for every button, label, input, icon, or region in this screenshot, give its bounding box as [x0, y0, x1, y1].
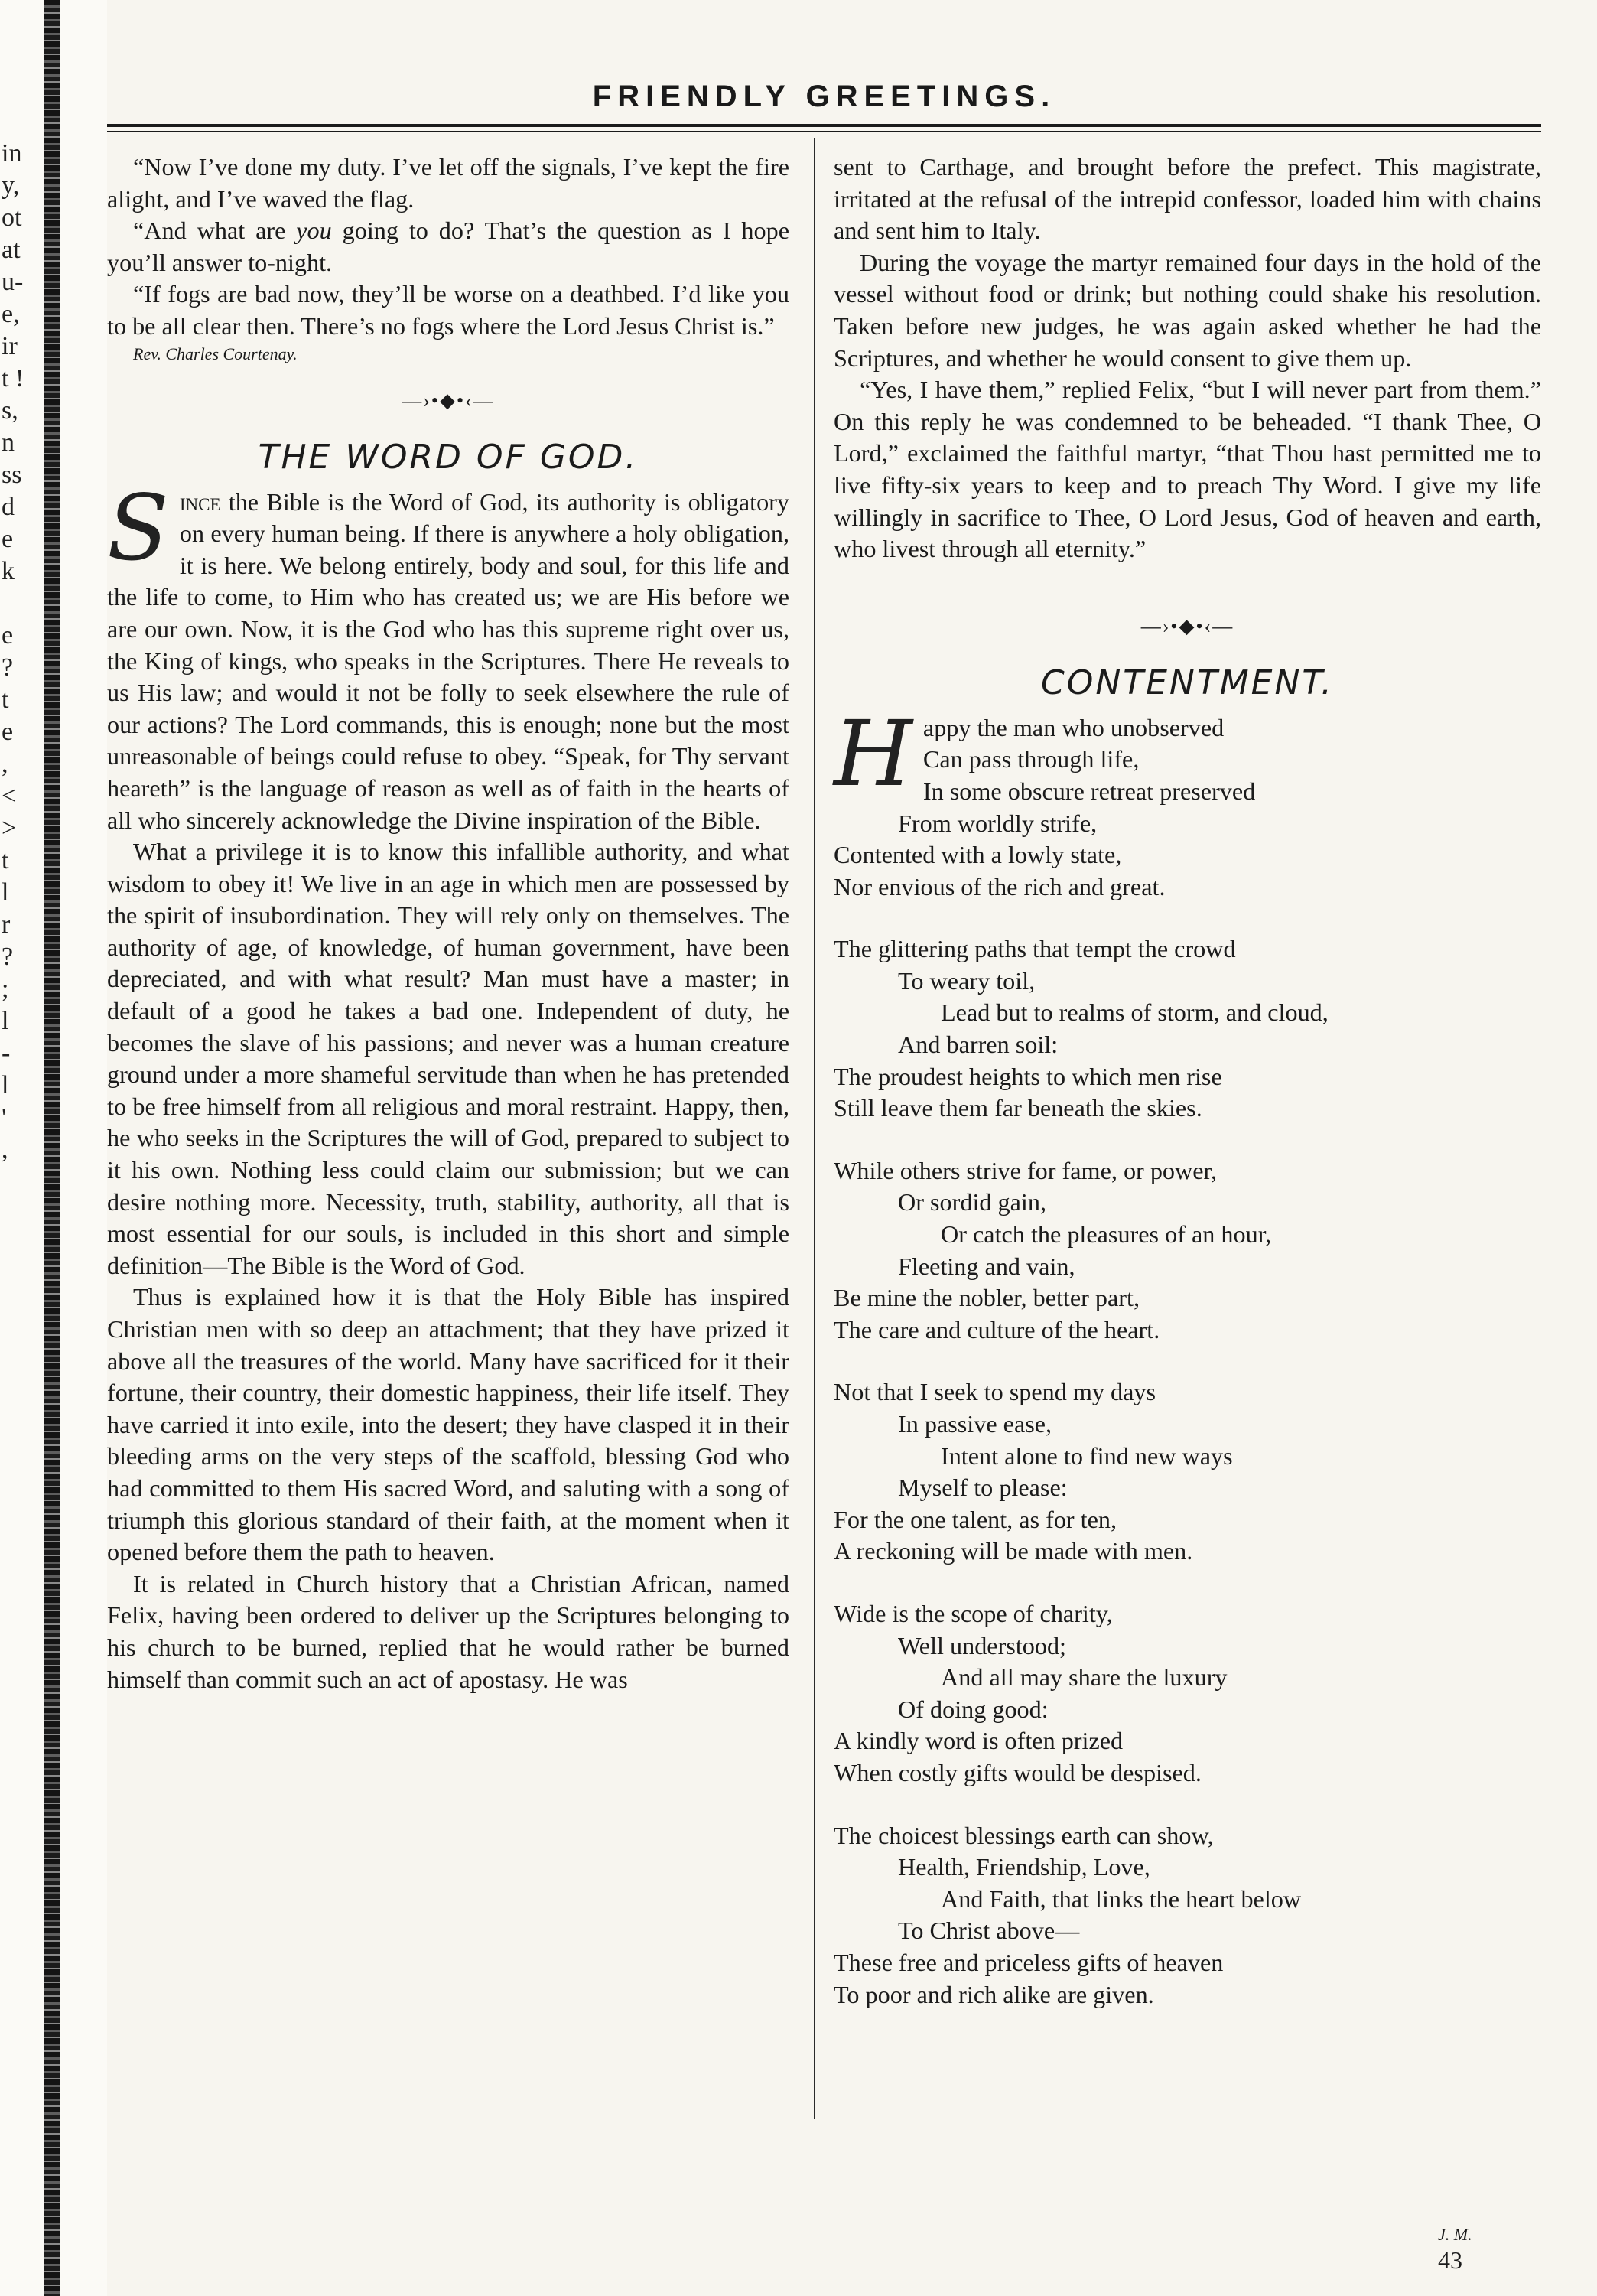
paragraph: “If fogs are bad now, they’ll be worse on a deathbed. I’d like you to be all clear then. There’s no fogs where the Lord Jesus Christ is.”	[107, 280, 789, 340]
gutter-fragment: e,	[2, 300, 20, 328]
poem-stanza	[834, 1598, 1541, 1790]
gutter-fragment: ir	[2, 332, 18, 360]
gutter-fragment: r	[2, 910, 11, 939]
poem-line: A kindly word is often prized	[834, 1727, 1124, 1755]
poem-line: The care and culture of the heart.	[834, 1315, 1160, 1343]
poem-line: Contented with a lowly state,	[834, 841, 1122, 869]
gutter-fragment: >	[2, 814, 17, 842]
poem-line: Wide is the scope of charity,	[834, 1599, 1113, 1627]
poem-line: Health, Friendship, Love,	[898, 1853, 1150, 1881]
paragraph: What a privilege it is to know this infallible authority, and what wisdom to obey it! We live in an age in which men are possessed by the spirit of insubordination. They will rely only on themselves. The authority of age, of knowledge, of human government, have been depreciated, and with what result? Man must have a master; in default of a good he takes a bad one. Independent of duty, he becomes the slave of his passions; and never was a human creature ground under a more shameful servitude than when he has pretended to be free himself from all religious and moral restraint. Happy, then, he who seeks in the Scriptures the will of God, prepared to subject to it his own. Nothing less could claim our submission; but we can desire nothing more. Necessity, truth, stability, authority, all that is most essential for our souls, is included in this short and simple definition—The Bible is the Word of God.	[107, 838, 789, 1279]
poem-line: The glittering paths that tempt the crowd	[834, 935, 1236, 963]
poem-stanza	[834, 700, 1541, 904]
gutter-fragment: n	[2, 428, 15, 457]
gutter-fragment: k	[2, 557, 15, 585]
poem-line: And all may share the luxury	[941, 1663, 1228, 1692]
gutter-fragment: t !	[2, 364, 24, 392]
paragraph: Thus is explained how it is that the Holy Bible has inspired Christian men with so deep an attachment; that they have prized it above all the treasures of the world. Many have sacrificed for it their fortune, their country, their domestic happiness, their life itself. They have carried it into exile, into the desert; they have clasped it in their bleeding arms on the very steps of the scaffold, blessing God who had committed to them His sacred Word, and saluting with a song of triumph this glorious standard of their faith, at the moment when it opened before them the path to heaven.	[107, 1283, 789, 1566]
paragraph: “And what are you going to do? That’s the question as I hope you’ll answer to-night.	[107, 217, 789, 276]
ornament-separator: —›•◆•‹—	[1140, 614, 1234, 637]
paragraph: During the voyage the martyr remained four days in the hold of the vessel without food or drink; but nothing could shake his resolution. Taken before new judges, he was again asked whether he had the Scriptures, and whether he would consent to give them up.	[834, 248, 1541, 372]
gutter-fragment: y,	[2, 171, 20, 200]
paragraph: “Now I’ve done my duty. I’ve let off the signals, I’ve kept the fire alight, and I’ve waved the flag.	[107, 153, 789, 213]
poem-line: Can pass through life,	[922, 745, 1140, 773]
gutter-fragment: u-	[2, 268, 24, 296]
gutter-fragment: ot	[2, 204, 22, 232]
drop-cap: H	[834, 700, 912, 806]
header-rule-thick	[107, 124, 1541, 127]
gutter-fragment: ?	[2, 653, 14, 682]
article-title: THE WORD OF GOD.	[258, 437, 639, 477]
gutter-fragment: ;	[2, 975, 9, 1003]
poem-line: And barren soil:	[898, 1031, 1059, 1059]
poem-line: To poor and rich alike are given.	[834, 1980, 1154, 2008]
poem-line: Or sordid gain,	[898, 1188, 1046, 1216]
gutter-fragment: t	[2, 686, 9, 714]
poem-stanza	[834, 1820, 1541, 2011]
right-column	[834, 151, 1541, 2041]
gutter-fragment: in	[2, 139, 22, 168]
gutter-fragment: -	[2, 1039, 11, 1067]
poem-line: Or catch the pleasures of an hour,	[941, 1220, 1272, 1249]
poem-line: Myself to please:	[898, 1474, 1068, 1502]
poem-line: The choicest blessings earth can show,	[834, 1821, 1214, 1849]
gutter-fragment: ,	[2, 1135, 8, 1164]
gutter-fragment: at	[2, 236, 21, 264]
gutter-fragment: '	[2, 1103, 7, 1132]
poem-line: Not that I seek to spend my days	[834, 1378, 1156, 1406]
gutter-fragment: l	[2, 1071, 9, 1099]
gutter-fragment: ,	[2, 750, 8, 778]
gutter-fragment: l	[2, 878, 9, 907]
poem-line: For the one talent, as for ten,	[834, 1505, 1117, 1533]
binding-margin	[0, 0, 107, 2296]
page-number: 43	[1438, 2246, 1462, 2274]
poem-line: Intent alone to find new ways	[941, 1441, 1233, 1470]
ornament-separator: —›•◆•‹—	[402, 389, 495, 412]
poem-line: Still leave them far beneath the skies.	[834, 1094, 1202, 1122]
paragraph: sent to Carthage, and brought before the prefect. This magistrate, irritated at the refusal of the intrepid confessor, loaded him with chains and sent him to Italy.	[834, 153, 1541, 245]
poem-line: And Faith, that links the heart below	[941, 1884, 1302, 1913]
poem-line: Be mine the nobler, better part,	[834, 1284, 1140, 1312]
poem-line: In passive ease,	[898, 1410, 1052, 1438]
binding-shadow	[44, 0, 60, 2296]
gutter-fragment	[2, 588, 43, 620]
gutter-fragment: ?	[2, 943, 14, 971]
column-divider	[814, 138, 815, 2119]
gutter-fragment: s,	[2, 396, 18, 425]
header-rule-thin	[107, 131, 1541, 132]
poem-line: When costly gifts would be despised.	[834, 1758, 1202, 1786]
gutter-fragment: e	[2, 621, 14, 650]
gutter-fragment: ss	[2, 461, 22, 489]
running-header: FRIENDLY GREETINGS.	[592, 80, 1056, 113]
poem-line: A reckoning will be made with men.	[834, 1537, 1193, 1565]
paragraph: Since the Bible is the Word of God, its authority is obligatory on every human being. If there is anywhere a holy obligation, it is here. We belong entirely, body and soul, for this life and the life to come, to Him who has created us; we are His before we are our own. Now, it is the God who has this supreme right over us, the King of kings, who speaks in the Scriptures. There He reveals to us His law; and would it not be folly to seek elsewhere the rule of our actions? The Lord commands, this is enough; none but the most unreasonable of beings could refuse to obey. “Speak, for Thy servant heareth” is the language of reason as well as of faith in the hearts of all who sincerely acknowledge the Divine inspiration of the Bible.	[107, 474, 789, 834]
poem-line: Lead but to realms of storm, and cloud,	[941, 998, 1329, 1027]
poem-line: To Christ above—	[898, 1917, 1080, 1945]
poem-line: Well understood;	[898, 1631, 1066, 1659]
poem	[834, 700, 1541, 2011]
paragraph: It is related in Church history that a Christian African, named Felix, having been ordered to deliver up the Scriptures belonging to his church to be burned, replied that he would rather be burned himself than commit such an act of apostasy. He was	[107, 1569, 789, 1693]
gutter-fragment: l	[2, 1007, 9, 1035]
drop-cap: S	[107, 474, 169, 581]
paragraph: “Yes, I have them,” replied Felix, “but I will never part from them.” On this reply he was condemned to be beheaded. “I thank Thee, O Lord,” exclaimed the faithful martyr, “that Thou hast permitted me to live fifty-six years to keep and to preach Thy Word. I give my life willingly in sacrifice to Thee, O Lord Jesus, God of heaven and earth, who livest through all eternity.”	[834, 376, 1541, 563]
poem-line: Nor envious of the rich and great.	[834, 872, 1166, 900]
gutter-fragment: e	[2, 525, 14, 553]
page	[107, 0, 1597, 2296]
poem-stanza	[834, 933, 1541, 1125]
gutter-text-fragments	[2, 138, 43, 1166]
poem-line: appy the man who unobserved	[922, 713, 1225, 741]
attribution: Rev. Charles Courtenay.	[133, 344, 298, 363]
gutter-fragment: t	[2, 846, 9, 874]
poem-signature: J. M.	[1438, 2225, 1472, 2244]
poem-line: These free and priceless gifts of heaven	[834, 1948, 1224, 1976]
gutter-fragment: d	[2, 493, 15, 521]
poem-line: From worldly strife,	[898, 809, 1098, 837]
poem-line: The proudest heights to which men rise	[834, 1062, 1222, 1090]
gutter-fragment: e	[2, 718, 14, 746]
poem-line: To weary toil,	[898, 966, 1036, 995]
poem-line: While others strive for fame, or power,	[834, 1156, 1218, 1184]
left-column	[107, 151, 789, 1695]
poem-line: Of doing good:	[898, 1695, 1049, 1723]
poem-title: CONTENTMENT.	[1040, 663, 1335, 702]
poem-line: Fleeting and vain,	[898, 1252, 1075, 1280]
gutter-fragment: <	[2, 782, 17, 810]
poem-stanza	[834, 1376, 1541, 1568]
poem-line: In some obscure retreat preserved	[922, 777, 1256, 805]
poem-stanza	[834, 1155, 1541, 1347]
